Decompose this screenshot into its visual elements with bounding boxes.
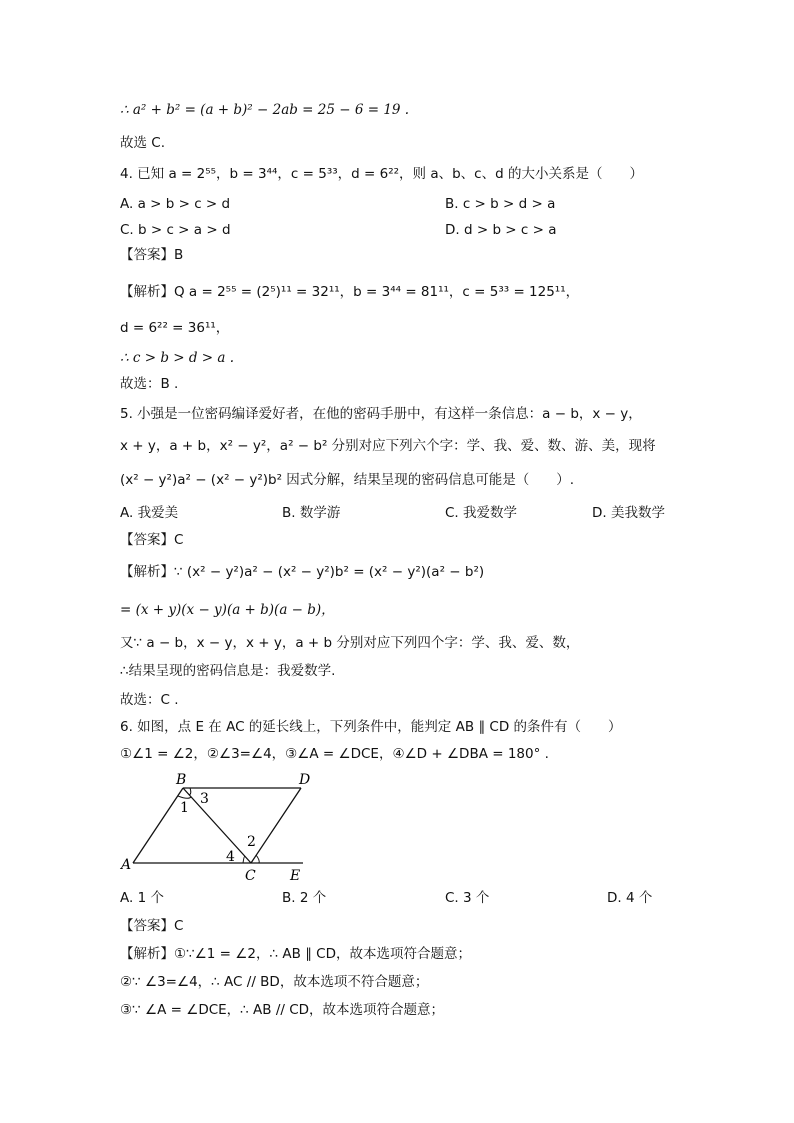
angle-2-arc [256, 855, 259, 863]
q4-explanation-1: 【解析】Q a = 2⁵⁵ = (2⁵)¹¹ = 32¹¹，b = 3⁴⁴ = 81¹¹，c = 5³³ = 125¹¹， [120, 284, 580, 300]
q4-answer: 【答案】B [120, 247, 184, 263]
q5-explanation-3: 又∵ a − b，x − y，x + y，a + b 分别对应下列四个字：学、我、爱、数， [120, 635, 580, 651]
question-6: 6. 如图，点 E 在 AC 的延长线上，下列条件中，能判定 AB ∥ CD 的条件有（ ） [120, 719, 622, 735]
q5-answer: 【答案】C [120, 532, 184, 548]
q6-answer: 【答案】C [120, 918, 184, 934]
q4-explanation-2: d = 6²² = 36¹¹， [120, 320, 230, 336]
label-d: D [299, 772, 311, 788]
q6-option-d: D. 4 个 [607, 890, 653, 906]
label-a: A [121, 857, 132, 873]
q4-option-b: B. c > b > d > a [445, 196, 556, 212]
q4-option-c: C. b > c > a > d [120, 222, 231, 238]
label-b: B [176, 772, 187, 788]
question-5-line-2: x + y，a + b，x² − y²，a² − b² 分别对应下列六个字：学、我、爱、数、游、美，现将 [120, 438, 656, 454]
q5-explanation-2: = (x + y)(x − y)(a + b)(a − b)， [120, 602, 335, 618]
label-c: C [245, 868, 256, 884]
question-6-conditions: ①∠1 = ∠2，②∠3=∠4，③∠A = ∠DCE，④∠D + ∠DBA = 180° . [120, 746, 549, 762]
angle-1-arc [178, 796, 191, 798]
label-angle-4: 4 [226, 849, 235, 865]
q5-explanation-4: ∴结果呈现的密码信息是：我爱数学. [120, 663, 336, 679]
q6-option-b: B. 2 个 [282, 890, 327, 906]
parallelogram-figure [118, 770, 318, 884]
q5-option-c: C. 我爱数学 [445, 505, 518, 521]
q6-explanation-1: 【解析】①∵∠1 = ∠2，∴ AB ∥ CD，故本选项符合题意； [120, 946, 471, 962]
choose-line: 故选 C. [120, 135, 166, 151]
question-5-line-1: 5. 小强是一位密码编译爱好者，在他的密码手册中，有这样一条信息：a − b，x − y， [120, 406, 642, 422]
solution-line: ∴ a² + b² = (a + b)² − 2ab = 25 − 6 = 19 . [120, 102, 410, 118]
q6-option-c: C. 3 个 [445, 890, 490, 906]
question-4: 4. 已知 a = 2⁵⁵，b = 3⁴⁴，c = 5³³，d = 6²²，则 a、b、c、d 的大小关系是（ ） [120, 166, 643, 182]
q5-option-a: A. 我爱美 [120, 505, 179, 521]
segment-dc [251, 788, 301, 863]
q5-explanation-1: 【解析】∵ (x² − y²)a² − (x² − y²)b² = (x² − y²)(a² − b²) [120, 564, 485, 580]
segment-bc [183, 788, 251, 863]
label-angle-2: 2 [247, 834, 256, 850]
segment-ab [133, 788, 183, 863]
q6-option-a: A. 1 个 [120, 890, 164, 906]
label-e: E [290, 868, 301, 884]
q4-option-d: D. d > b > c > a [445, 222, 557, 238]
label-angle-1: 1 [180, 800, 189, 816]
q4-explanation-4: 故选：B . [120, 376, 179, 392]
q4-option-a: A. a > b > c > d [120, 196, 231, 212]
label-angle-3: 3 [200, 791, 209, 807]
q5-option-b: B. 数学游 [282, 505, 341, 521]
q4-explanation-3: ∴ c > b > d > a . [120, 350, 235, 366]
q6-explanation-3: ③∵ ∠A = ∠DCE，∴ AB // CD，故本选项符合题意； [120, 1002, 445, 1018]
q6-explanation-2: ②∵ ∠3=∠4，∴ AC // BD，故本选项不符合题意； [120, 974, 429, 990]
q5-option-d: D. 美我数学 [592, 505, 665, 521]
question-5-line-3: (x² − y²)a² − (x² − y²)b² 因式分解，结果呈现的密码信息可能是（ ）. [120, 472, 575, 488]
q5-explanation-5: 故选：C . [120, 692, 179, 708]
angle-4-arc [243, 856, 245, 863]
